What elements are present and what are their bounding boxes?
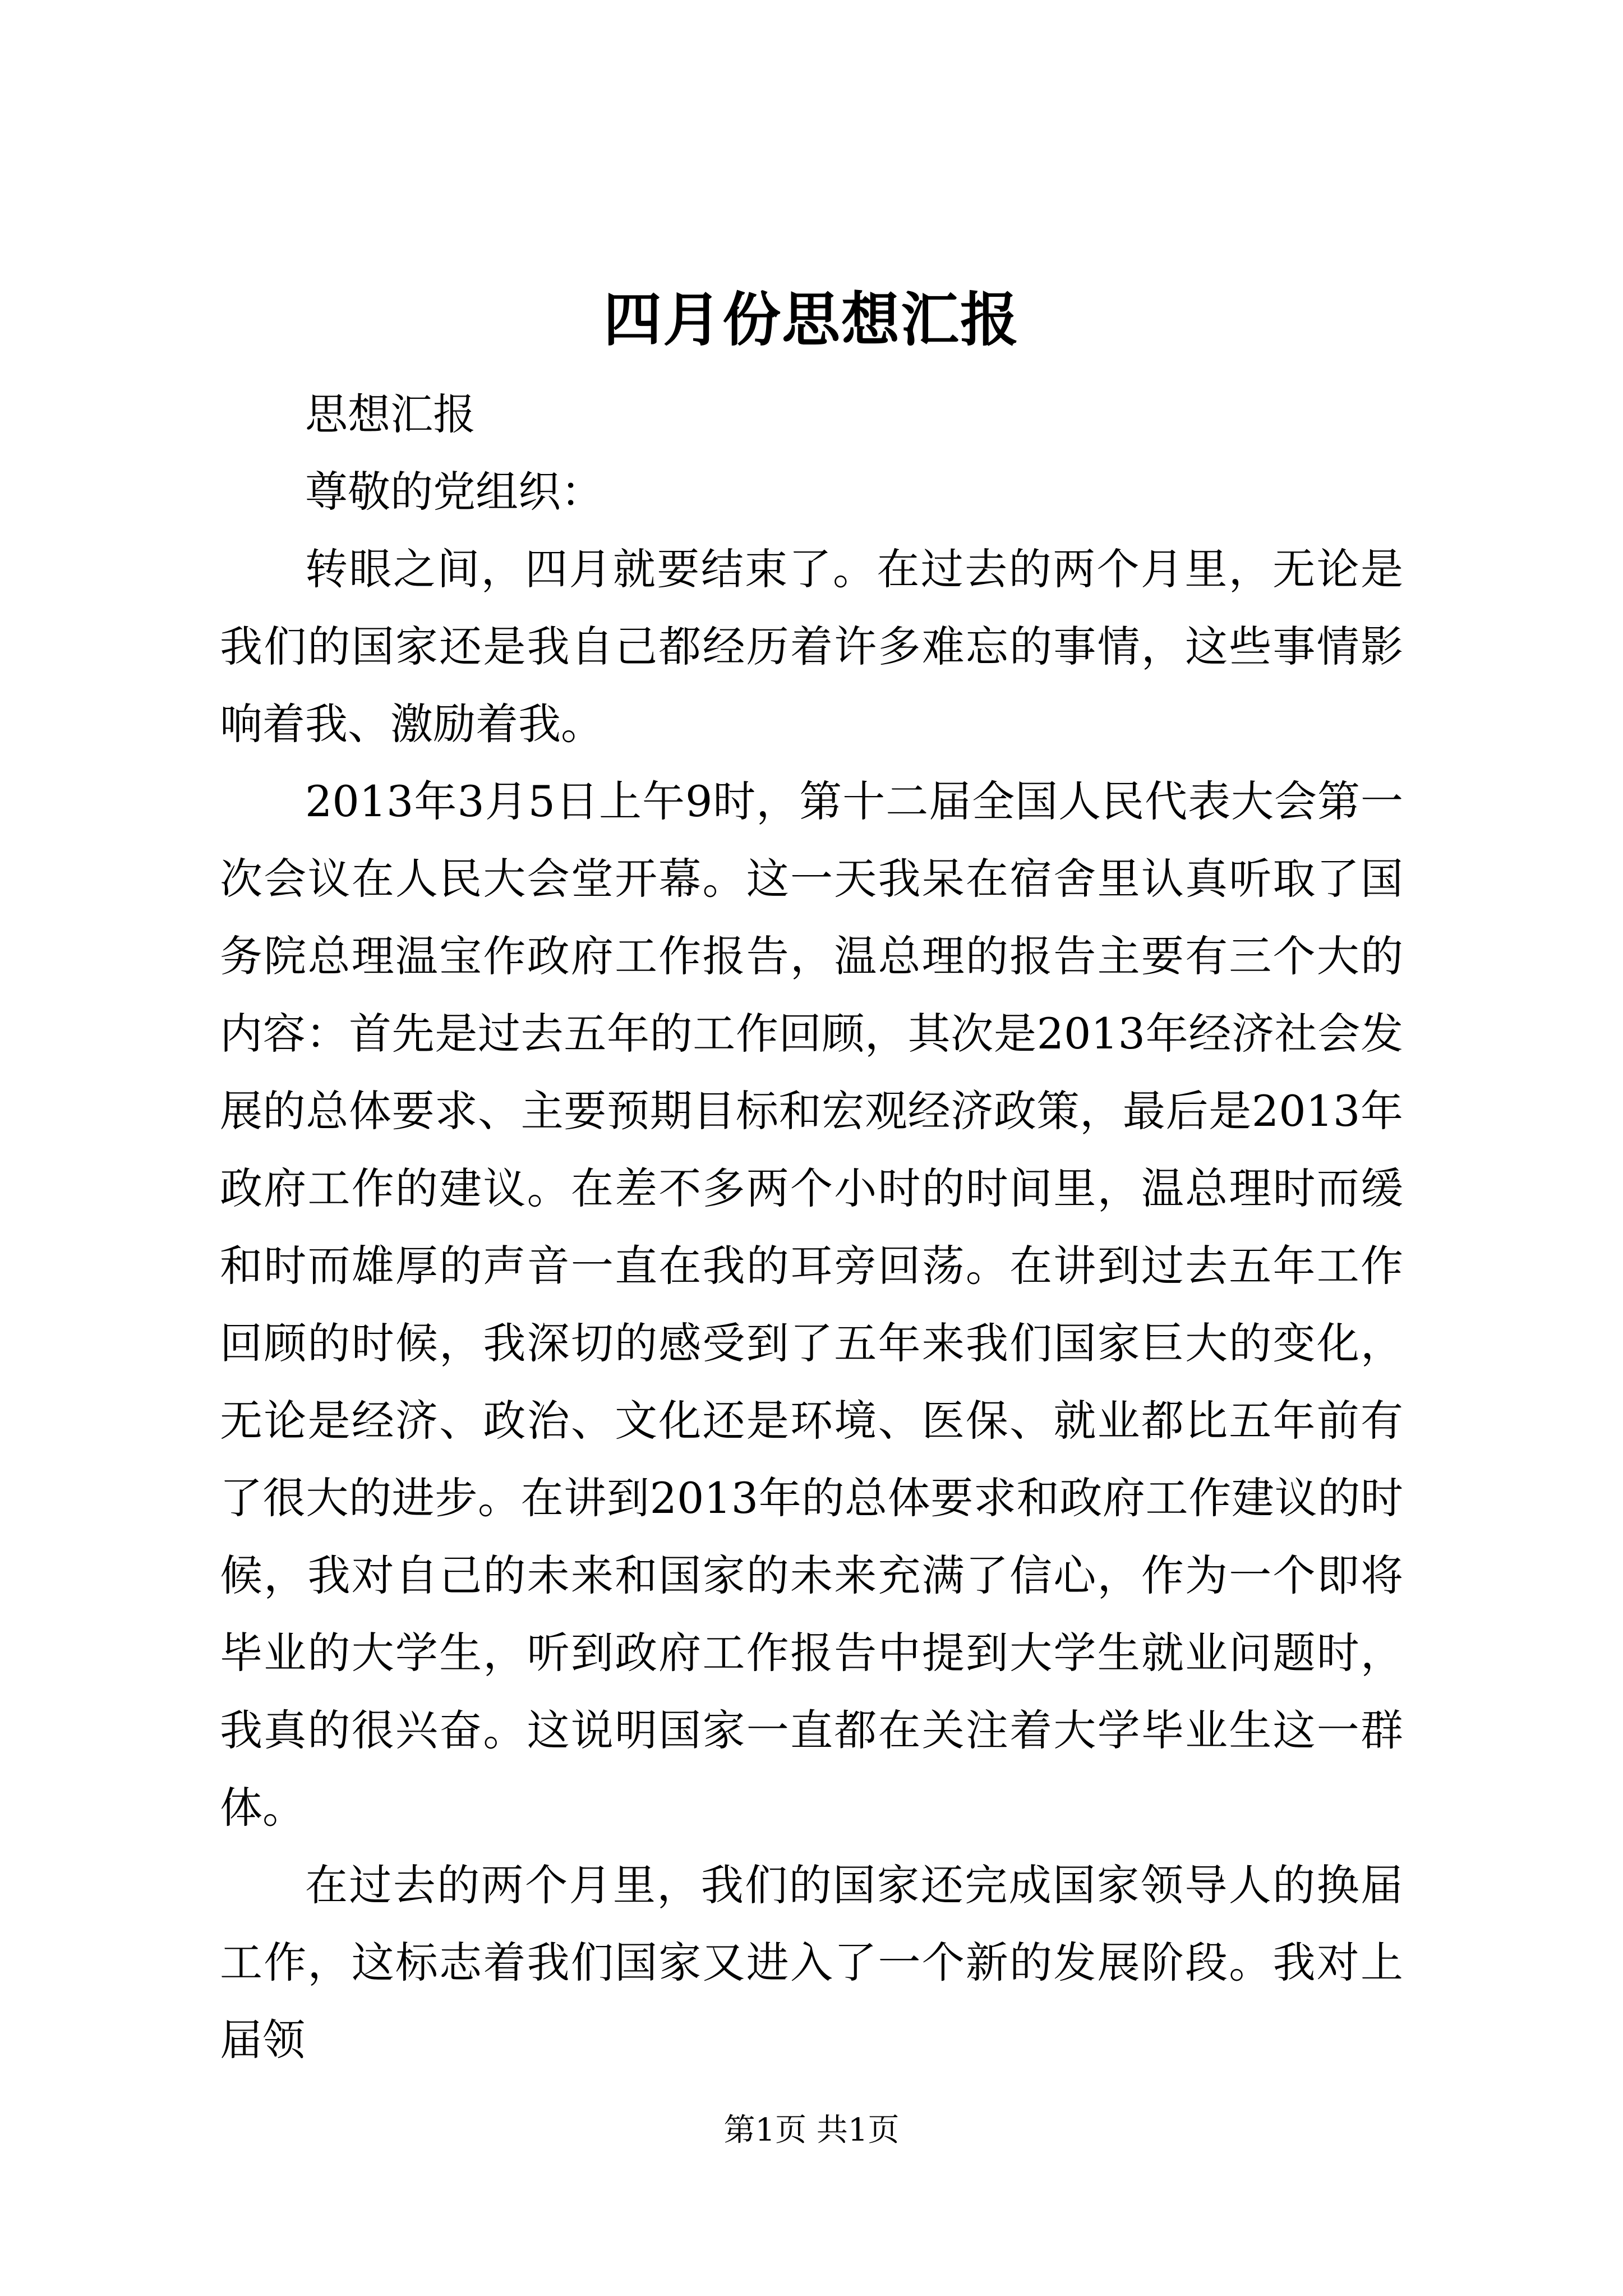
document-title: 四月份思想汇报: [603, 285, 1020, 354]
document-body: [220, 376, 1403, 2079]
paragraph: 在过去的两个月里，我们的国家还完成国家领导人的换届工作，这标志着我们国家又进入了一个新的发展阶段。我对上届领: [220, 1860, 1403, 2065]
paragraph-heading: 思想汇报: [305, 389, 476, 439]
paragraph: 转眼之间，四月就要结束了。在过去的两个月里，无论是我们的国家还是我自己都经历着许多难忘的事情，这些事情影响着我、激励着我。: [220, 544, 1403, 749]
paragraph: 2013年3月5日上午9时，第十二届全国人民代表大会第一次会议在人民大会堂开幕。这一天我呆在宿舍里认真听取了国务院总理温宝作政府工作报告，温总理的报告主要有三个大的内容：首先是过去五年的工作回顾，其次是2013年经济社会发展的总体要求、主要预期目标和宏观经济政策，最后是2013年政府工作的建议。在差不多两个小时的时间里，温总理时而缓和时而雄厚的声音一直在我的耳旁回荡。在讲到过去五年工作回顾的时候，我深切的感受到了五年来我们国家巨大的变化，无论是经济、政治、文化还是环境、医保、就业都比五年前有了很大的进步。在讲到2013年的总体要求和政府工作建议的时候，我对自己的未来和国家的未来充满了信心，作为一个即将毕业的大学生，听到政府工作报告中提到大学生就业问题时，我真的很兴奋。这说明国家一直都在关注着大学毕业生这一群体。: [220, 776, 1403, 1833]
paragraph-salutation: 尊敬的党组织：: [305, 467, 603, 517]
page-footer: 第1页 共1页: [723, 2112, 900, 2148]
